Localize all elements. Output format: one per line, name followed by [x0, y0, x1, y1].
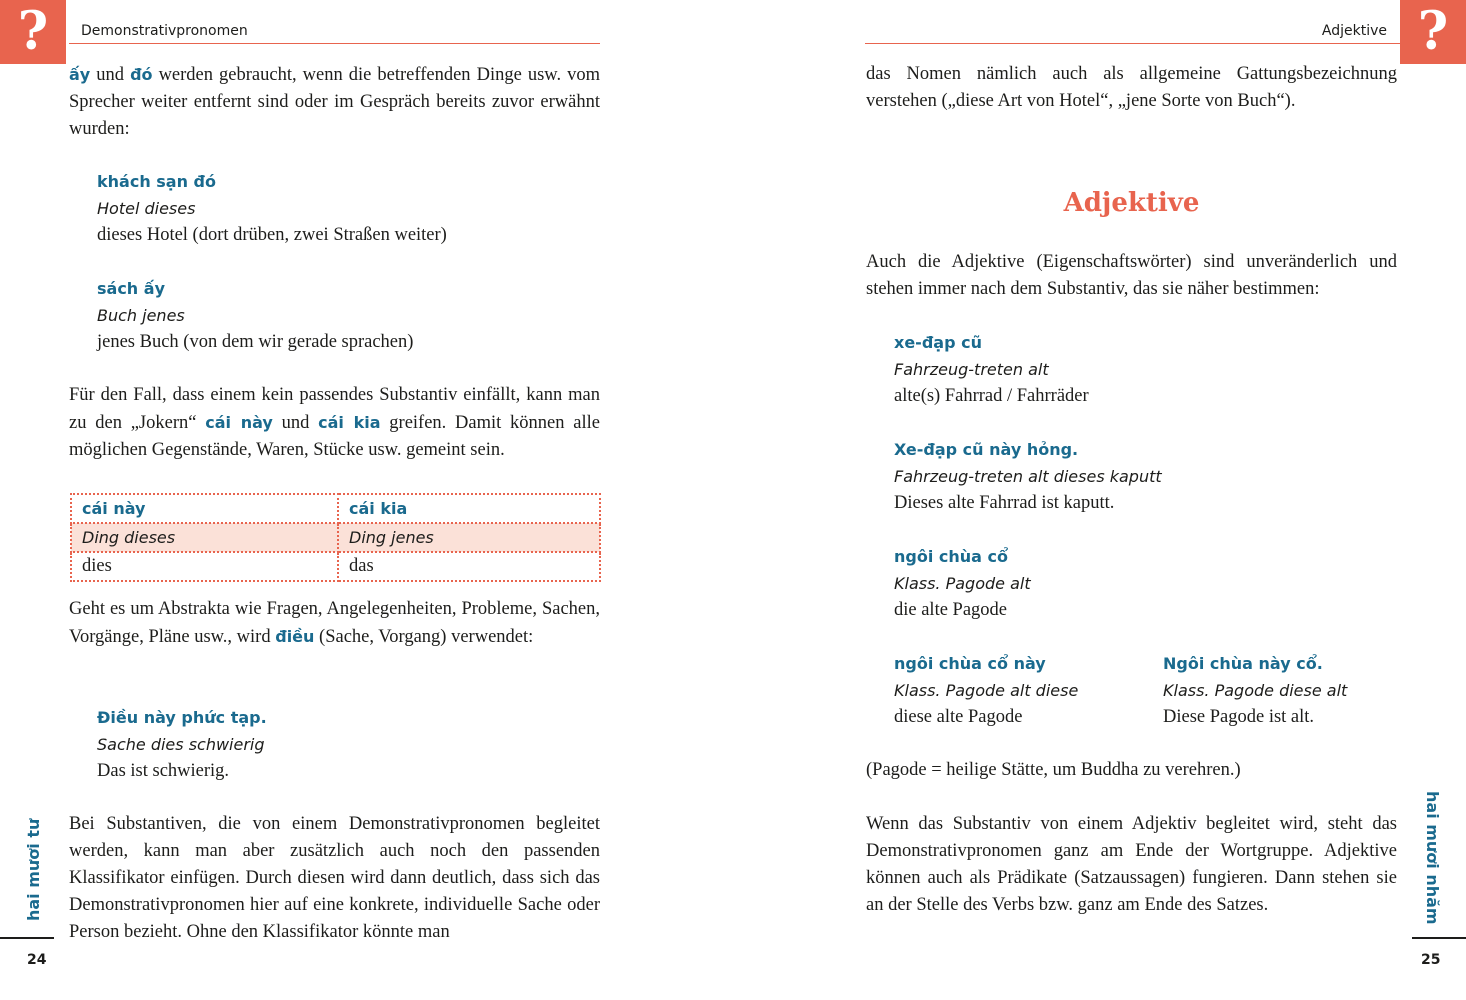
- classifier-paragraph: Bei Substantiven, die von einem Demonstrativpronomen begleitet werden, kann man aber zusätzlich auch noch den passenden Klassifikator einfügen. Durch diesen wird dann deutlich, dass sich das Demonstrativpronomen hier auf eine konkrete, individuelle Sache oder Person bezieht. Ohne den Klassifikator könnte man: [69, 814, 600, 942]
- table-cell: cái kia: [338, 494, 600, 523]
- page-number: 24: [27, 952, 47, 968]
- right-page: [733, 0, 1466, 1000]
- translation: alte(s) Fahrrad / Fahrräder: [894, 386, 1089, 406]
- final-paragraph: Wenn das Substantiv von einem Adjektiv begleitet wird, steht das Demonstrativpronomen ganz am Ende der Wortgruppe. Adjektive können auch als Prädikate (Satzaussagen) fungieren. Dann stehen sie an der Stelle des Verbs bzw. ganz am Ende des Satzes.: [866, 814, 1397, 915]
- running-header: Demonstrativpronomen: [81, 23, 248, 39]
- abstract-paragraph: Geht es um Abstrakta wie Fragen, Angelegenheiten, Probleme, Sachen, Vorgänge, Pläne usw., wird điều (Sache, Vorgang) verwendet:: [69, 599, 600, 647]
- intro-paragraph: ấy und đó werden gebraucht, wenn die betreffenden Dinge usw. vom Sprecher weiter entfernt sind oder im Gespräch bereits zuvor erwähnt wurden:: [69, 65, 600, 139]
- literal-gloss: Hotel dieses: [97, 199, 196, 218]
- translation: Dieses alte Fahrrad ist kaputt.: [894, 493, 1115, 513]
- translation: die alte Pagode: [894, 600, 1008, 620]
- page-number: 25: [1421, 952, 1441, 968]
- example-block: [1163, 650, 1347, 731]
- example-block: [894, 650, 1078, 731]
- literal-gloss: Fahrzeug-treten alt: [894, 360, 1049, 379]
- example-block: [97, 168, 447, 249]
- vietnamese-example: Xe-đạp cũ này hỏng.: [894, 440, 1079, 459]
- note-paragraph: (Pagode = heilige Stätte, um Buddha zu verehren.): [866, 760, 1241, 780]
- translation: Das ist schwierig.: [97, 761, 230, 781]
- vietnamese-word: đó: [130, 65, 153, 84]
- page-number-words: hai mươi nhăm: [1423, 791, 1442, 925]
- vietnamese-word: cái kia: [318, 413, 381, 432]
- running-header: Adjektive: [1321, 23, 1387, 39]
- page-number-words: hai mươi tư: [24, 818, 43, 921]
- vietnamese-word: cái này: [205, 413, 273, 432]
- question-mark-icon: ?: [1400, 0, 1466, 64]
- translation: jenes Buch (von dem wir gerade sprachen): [97, 332, 414, 352]
- translation: dieses Hotel (dort drüben, zwei Straßen weiter): [97, 225, 447, 245]
- vietnamese-example: sách ấy: [97, 279, 165, 298]
- example-block: [894, 543, 1031, 624]
- footer-rule: [0, 937, 54, 939]
- example-block: [894, 329, 1089, 410]
- demonstrative-table: [70, 493, 601, 582]
- literal-gloss: Buch jenes: [97, 306, 185, 325]
- header-rule: [69, 43, 600, 44]
- table-cell: Ding jenes: [338, 523, 600, 552]
- vietnamese-example: xe-đạp cũ: [894, 333, 982, 352]
- vietnamese-example: Ngôi chùa này cổ.: [1163, 654, 1323, 673]
- intro-paragraph: Auch die Adjektive (Eigenschaftswörter) sind unveränderlich und stehen immer nach dem Substantiv, das sie näher bestimmen:: [866, 252, 1397, 299]
- header-rule: [865, 43, 1466, 44]
- table-cell: cái này: [71, 494, 338, 523]
- vietnamese-example: khách sạn đó: [97, 172, 216, 191]
- table-cell: dies: [71, 552, 338, 581]
- section-title: Adjektive: [1063, 188, 1200, 218]
- literal-gloss: Sache dies schwierig: [97, 735, 265, 754]
- literal-gloss: Klass. Pagode alt: [894, 574, 1031, 593]
- question-mark-icon: ?: [0, 0, 66, 64]
- table-cell: Ding dieses: [71, 523, 338, 552]
- footer-rule: [1412, 937, 1466, 939]
- literal-gloss: Fahrzeug-treten alt dieses kaputt: [894, 467, 1162, 486]
- joker-paragraph: Für den Fall, dass einem kein passendes Substantiv einfällt, kann man zu den „Jokern“ cái này und cái kia greifen. Damit können alle möglichen Gegenstände, Waren, Stücke usw. gemeint sein.: [69, 385, 600, 460]
- table-cell: das: [338, 552, 600, 581]
- translation: diese alte Pagode: [894, 707, 1023, 727]
- example-block: [97, 275, 413, 356]
- vietnamese-example: Điều này phức tạp.: [97, 708, 267, 727]
- vietnamese-example: ngôi chùa cổ này: [894, 654, 1046, 673]
- literal-gloss: Klass. Pagode alt diese: [894, 681, 1079, 700]
- continuation-paragraph: das Nomen nämlich auch als allgemeine Gattungsbezeichnung verstehen („diese Art von Hotel“, „jene Sorte von Buch“).: [866, 64, 1397, 111]
- translation: Diese Pagode ist alt.: [1163, 707, 1315, 727]
- vietnamese-word: điều: [275, 627, 315, 646]
- literal-gloss: Klass. Pagode diese alt: [1163, 681, 1348, 700]
- vietnamese-example: ngôi chùa cổ: [894, 547, 1008, 566]
- vietnamese-word: ấy: [69, 65, 91, 84]
- example-block: [97, 704, 267, 785]
- example-block: [894, 436, 1162, 517]
